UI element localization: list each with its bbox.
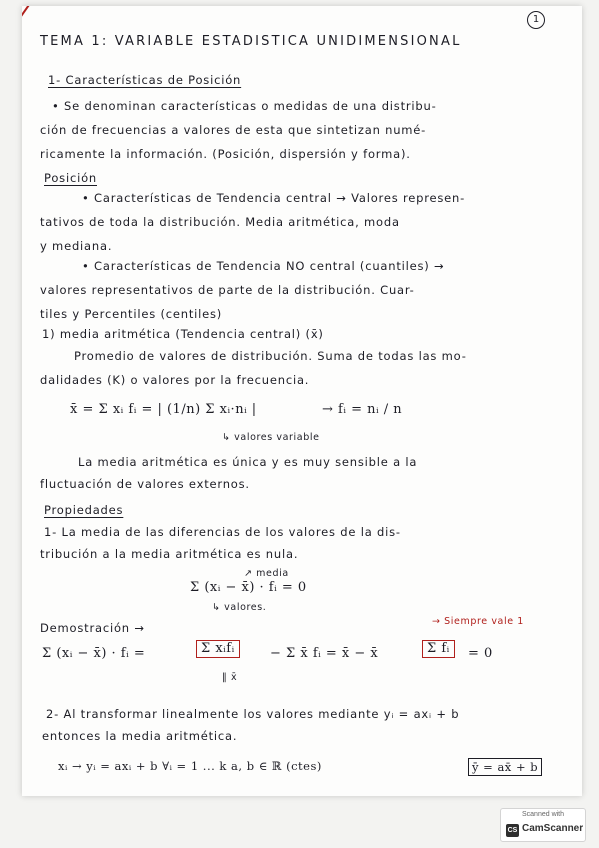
prop1-line-1: 1- La media de las diferencias de los valores de la dis- xyxy=(44,525,401,539)
mean-formula-note: ↳ valores variable xyxy=(222,432,320,443)
prop1-formula: Σ (xᵢ − x̄) · fᵢ = 0 xyxy=(190,580,307,595)
no-central-line-3: tiles y Percentiles (centiles) xyxy=(40,307,223,321)
prop1-valores-note: ↳ valores. xyxy=(212,602,267,613)
prop2-result: ȳ = ax̄ + b xyxy=(468,758,542,776)
prop2-line-1: 2- Al transformar linealmente los valores mediante yᵢ = axᵢ + b xyxy=(46,707,460,721)
prop1-line-2: tribución a la media aritmética es nula. xyxy=(40,547,299,561)
central-line-1: • Características de Tendencia central → Valores represen- xyxy=(82,191,466,205)
intro-line-1: • Se denominan características o medidas de una distribu- xyxy=(52,99,437,113)
red-margin-mark xyxy=(22,6,36,27)
scanner-caption: Scanned with xyxy=(521,811,565,818)
prop1-media-note: ↗ media xyxy=(244,568,289,579)
posicion-heading: Posición xyxy=(44,171,97,185)
page-number: 1 xyxy=(527,11,545,29)
prop2-line-2: entonces la media aritmética. xyxy=(42,729,238,743)
propiedades-heading: Propiedades xyxy=(44,503,124,517)
camscanner-logo-icon: CS xyxy=(506,824,519,837)
demo-formula-boxed-sum: Σ xᵢfᵢ xyxy=(196,640,240,658)
intro-line-2: ción de frecuencias a valores de esta que sintetizan numé- xyxy=(40,123,427,137)
media-def-line-1: Promedio de valores de distribución. Suma de todas las mo- xyxy=(74,349,467,363)
mean-formula-relative-freq: → fᵢ = nᵢ / n xyxy=(322,402,403,417)
demo-label: Demostración → xyxy=(40,621,145,635)
demo-formula-lhs: Σ (xᵢ − x̄) · fᵢ = xyxy=(42,646,146,661)
central-line-3: y mediana. xyxy=(40,239,113,253)
scanner-name: CamScanner xyxy=(522,823,584,834)
prop2-formula: xᵢ → yᵢ = axᵢ + b ∀ᵢ = 1 ... k a, b ∈ ℝ (ctes) xyxy=(58,759,322,773)
demo-formula-result: = 0 xyxy=(468,646,493,661)
central-line-2: tativos de toda la distribución. Media aritmética, moda xyxy=(40,215,400,229)
section-heading-posicion: 1- Características de Posición xyxy=(48,73,242,87)
mean-formula: x̄ = Σ xᵢ fᵢ = | (1/n) Σ xᵢ·nᵢ | xyxy=(70,402,257,417)
unica-line-2: fluctuación de valores externos. xyxy=(40,477,250,491)
intro-line-3: ricamente la información. (Posición, dispersión y forma). xyxy=(40,147,411,161)
notebook-page xyxy=(22,6,582,796)
no-central-line-2: valores representativos de parte de la distribución. Cuar- xyxy=(40,283,415,297)
unica-line-1: La media aritmética es única y es muy sensible a la xyxy=(78,455,418,469)
media-def-line-2: dalidades (K) o valores por la frecuencia. xyxy=(40,373,310,387)
media-heading: 1) media aritmética (Tendencia central) (x̄) xyxy=(42,327,324,341)
demo-formula-boxed-freq: Σ fᵢ xyxy=(422,640,455,658)
page-title: TEMA 1: VARIABLE ESTADISTICA UNIDIMENSIONAL xyxy=(40,34,462,49)
demo-under-mean: ‖ x̄ xyxy=(222,672,238,683)
no-central-line-1: • Características de Tendencia NO central (cuantiles) → xyxy=(82,259,445,273)
camscanner-watermark xyxy=(500,808,586,842)
demo-formula-middle: − Σ x̄ fᵢ = x̄ − x̄ xyxy=(270,646,379,661)
siempre-note: → Siempre vale 1 xyxy=(432,616,524,627)
